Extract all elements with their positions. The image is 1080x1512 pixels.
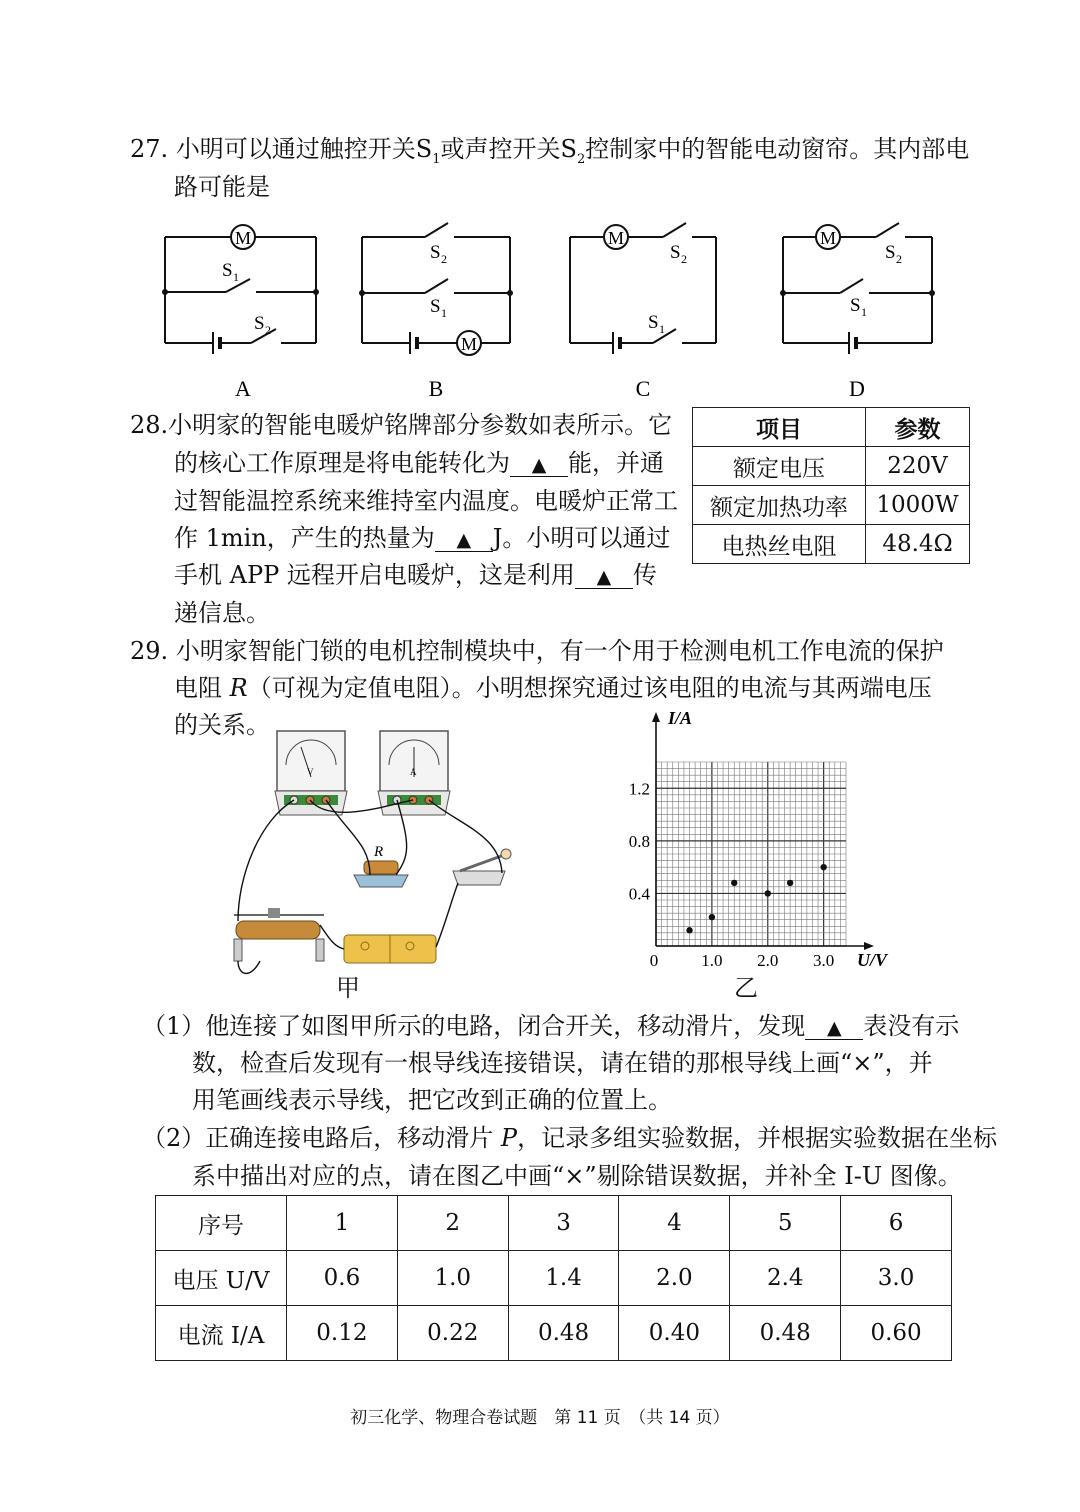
answer-blank-3: ▲ [575,566,633,589]
x-tick-label: 1.0 [701,951,723,970]
option-c-label: C [635,376,651,401]
option-a-label: A [235,376,251,401]
x-tick-label: 0 [649,951,659,970]
svg-text:S: S [670,242,681,263]
svg-text:1: 1 [861,305,867,319]
q28-line2: 的核心工作原理是将电能转化为 ▲ 能，并通 [174,449,664,477]
data-point [765,890,771,896]
table-row: 电压 U/V 0.6 1.0 1.4 2.0 2.4 3.0 [156,1251,952,1306]
q28-line4: 作 1min，产生的热量为 ▲ J。小明可以通过 [174,524,671,552]
svg-text:M: M [607,228,625,248]
y-tick-label: 0.8 [628,831,650,851]
svg-text:2: 2 [265,323,271,337]
answer-blank-4: ▲ [805,1017,863,1040]
figure-yi-chart [610,702,910,1002]
table-header: 项目 [693,408,866,447]
q27-line2: 路可能是 [174,173,270,201]
figure-jia-caption: 甲 [336,974,360,1002]
table-row [693,408,970,447]
q27-line1: 27. 小明可以通过触控开关$S_1$或声控开关$S_2$控制家中的智能电动窗帘。其内部电 [130,135,970,167]
svg-text:S: S [222,260,233,281]
nameplate-table [692,407,970,564]
figure-yi-caption: 乙 [734,974,758,1002]
svg-text:M: M [234,228,252,248]
answer-blank-1: ▲ [510,454,568,477]
y-tick-label: 0.4 [628,884,650,904]
circuit-c [570,223,716,354]
ammeter [378,731,450,815]
circuit-d [783,223,932,354]
q29-line1: 29. 小明家智能门锁的电机控制模块中，有一个用于检测电机工作电流的保护 [130,637,944,665]
svg-text:2: 2 [681,252,687,266]
data-point [686,927,692,933]
data-point [709,914,715,920]
q28-line5: 手机 APP 远程开启电暖炉，这是利用 ▲ 传 [174,561,657,589]
table-row: 电流 I/A 0.12 0.22 0.48 0.40 0.48 0.60 [156,1306,952,1361]
svg-text:S: S [430,242,441,263]
rheostat [234,908,324,961]
table-row: 额定加热功率 1000W [693,486,970,525]
battery-pack [344,935,436,963]
option-b-label: B [428,376,444,401]
svg-text:S: S [430,296,441,317]
y-axis-arrow [652,712,660,722]
table-row: 额定电压 220V [693,447,970,486]
page-footer: 初三化学、物理合卷试题 第 11 页 （共 14 页） [350,1408,730,1428]
svg-text:S: S [850,295,861,316]
q27-circuit-diagrams: S 1 M S 1 S 2 A M S 2 S 1 B M S 2 S 1 C M S 2 S 1 D [150,215,970,405]
figure-jia-apparatus [220,725,540,1005]
svg-text:S: S [254,313,265,334]
q29-line3: 的关系。 [174,711,270,739]
y-tick-label: 1.2 [628,779,650,799]
knife-switch [453,849,511,885]
svg-text:1: 1 [659,322,665,336]
resistor [354,844,408,887]
svg-text:1: 1 [233,270,239,284]
svg-text:2: 2 [896,252,902,266]
q29-part2-line2: 系中描出对应的点，请在图乙中画“×”剔除错误数据，并补全 I-U 图像。 [192,1162,962,1190]
x-tick-label: 2.0 [757,951,779,970]
x-tick-label: 3.0 [813,951,835,970]
y-axis-label: I/A [668,708,693,728]
table-row: 序号 1 2 3 4 5 6 [156,1196,952,1251]
voltmeter [275,731,347,815]
q29-part1-line1: （1）他连接了如图甲所示的电路，闭合开关，移动滑片，发现 ▲ 表没有示 [142,1012,960,1040]
volt-symbol: V [307,767,314,777]
table-row: 电热丝电阻 48.4Ω [693,525,970,564]
x-axis-label: U/V [857,950,888,970]
svg-text:2: 2 [441,252,447,266]
data-point [731,880,737,886]
svg-text:M: M [460,334,478,354]
q28-line3: 过智能温控系统来维持室内温度。电暖炉正常工 [174,487,678,515]
option-d-label: D [849,376,865,401]
svg-text:S: S [885,242,896,263]
svg-text:M: M [819,228,837,248]
q28-line1: 28.小明家的智能电暖炉铭牌部分参数如表所示。它 [130,411,673,439]
x-axis-arrow [864,942,874,950]
data-point [820,864,826,870]
amp-symbol: A [410,767,417,777]
q29-part2-line1: （2）正确连接电路后，移动滑片 P，记录多组实验数据，并根据实验数据在坐标 [142,1124,998,1152]
answer-blank-2: ▲ [435,529,493,552]
svg-text:1: 1 [441,306,447,320]
q29-part1-line3: 用笔画线表示导线，把它改到正确的位置上。 [192,1086,672,1114]
table-header: 参数 [866,408,970,447]
svg-text:S: S [648,312,659,333]
q28-line6: 递信息。 [174,599,270,627]
svg-text:R: R [374,844,384,860]
data-point [787,880,793,886]
data-table [155,1195,952,1361]
q29-line2: 电阻 R（可视为定值电阻）。小明想探究通过该电阻的电流与其两端电压 [174,674,932,702]
q29-part1-line2: 数，检查后发现有一根导线连接错误，请在错的那根导线上画“×”，并 [192,1049,933,1077]
